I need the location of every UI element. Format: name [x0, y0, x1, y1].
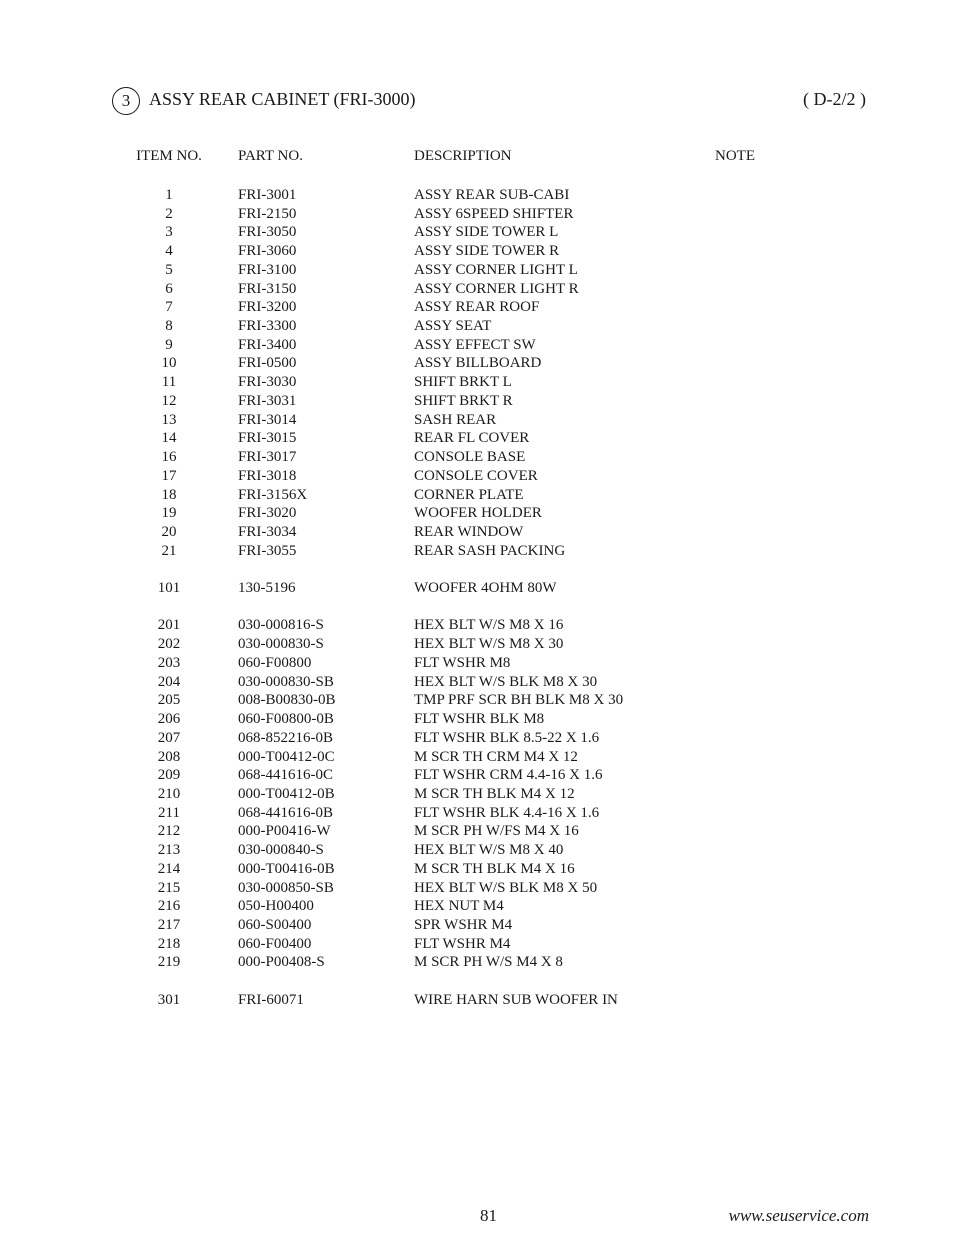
part-description: ASSY SIDE TOWER L	[414, 224, 559, 241]
item-number: 1	[165, 187, 173, 203]
part-number: FRI-3156X	[238, 486, 308, 503]
item-number: 206	[157, 711, 181, 728]
table-row	[0, 616, 954, 635]
item-number: 7	[165, 299, 173, 316]
part-number: 008-B00830-0B	[238, 692, 336, 709]
table-row	[0, 205, 954, 224]
item-number: 17	[161, 467, 177, 484]
item-number: 19	[161, 505, 177, 522]
part-description: HEX BLT W/S BLK M8 X 30	[414, 673, 598, 690]
part-number: FRI-3055	[238, 542, 297, 559]
item-number: 219	[157, 954, 181, 971]
part-description: FLT WSHR CRM 4.4-16 X 1.6	[414, 767, 603, 784]
item-number: 4	[165, 243, 173, 260]
part-description: ASSY 6SPEED SHIFTER	[414, 205, 574, 222]
group-spacer	[0, 598, 954, 617]
part-number: 030-000850-SB	[238, 879, 334, 896]
table-row	[0, 879, 954, 898]
part-description: M SCR PH W/S M4 X 8	[414, 954, 563, 971]
item-number: 101	[157, 580, 181, 597]
part-number: 050-H00400	[238, 898, 314, 915]
table-row	[0, 261, 954, 280]
table-row	[0, 635, 954, 654]
table-row	[0, 729, 954, 748]
part-description: ASSY SEAT	[414, 318, 492, 335]
section-title: ASSY REAR CABINET (FRI-3000)	[149, 89, 416, 109]
table-row	[0, 448, 954, 467]
item-number: 3	[165, 224, 173, 241]
part-number: FRI-3001	[238, 187, 297, 203]
part-description: ASSY REAR ROOF	[414, 299, 540, 316]
part-number: FRI-3060	[238, 243, 297, 260]
part-number: FRI-3034	[238, 523, 297, 540]
part-description: SHIFT BRKT R	[414, 392, 513, 409]
item-number: 5	[165, 261, 173, 278]
part-description: FLT WSHR M4	[414, 935, 511, 952]
part-number: FRI-3050	[238, 224, 297, 241]
table-row	[0, 804, 954, 823]
part-number: FRI-3031	[238, 392, 297, 409]
table-row	[0, 841, 954, 860]
part-number: 068-852216-0B	[238, 729, 333, 746]
part-number: 030-000830-SB	[238, 673, 334, 690]
part-description: SHIFT BRKT L	[414, 374, 512, 391]
part-description: CORNER PLATE	[414, 486, 524, 503]
item-number: 11	[161, 374, 177, 391]
part-number: 060-S00400	[238, 916, 312, 933]
item-number: 18	[161, 486, 177, 503]
part-description: HEX BLT W/S M8 X 16	[414, 617, 564, 634]
table-row	[0, 916, 954, 935]
table-row	[0, 766, 954, 785]
item-number: 214	[157, 860, 181, 877]
part-description: TMP PRF SCR BH BLK M8 X 30	[414, 692, 624, 709]
table-row	[0, 373, 954, 392]
part-description: FLT WSHR BLK 8.5-22 X 1.6	[414, 729, 600, 746]
part-number: FRI-3400	[238, 336, 297, 353]
table-row	[0, 280, 954, 299]
part-number: 060-F00400	[238, 935, 312, 952]
part-description: ASSY CORNER LIGHT R	[414, 280, 579, 297]
part-number: FRI-3030	[238, 374, 297, 391]
part-description: SPR WSHR M4	[414, 916, 513, 933]
part-number: FRI-3014	[238, 411, 297, 428]
part-description: WOOFER 4OHM 80W	[414, 580, 557, 597]
item-number: 21	[161, 542, 177, 559]
part-description: ASSY EFFECT SW	[414, 336, 536, 353]
part-description: FLT WSHR BLK M8	[414, 711, 545, 728]
part-description: HEX NUT M4	[414, 898, 504, 915]
table-row	[0, 822, 954, 841]
part-description: M SCR TH BLK M4 X 12	[414, 785, 575, 802]
table-row	[0, 935, 954, 954]
item-number: 8	[165, 318, 173, 335]
table-row	[0, 429, 954, 448]
item-number: 6	[165, 280, 173, 297]
part-number: FRI-3100	[238, 261, 297, 278]
page-number: 81	[480, 1206, 497, 1225]
part-description: SASH REAR	[414, 411, 497, 428]
part-description: ASSY BILLBOARD	[414, 355, 542, 372]
part-description: CONSOLE COVER	[414, 467, 538, 484]
table-row	[0, 354, 954, 373]
part-description: REAR WINDOW	[414, 523, 524, 540]
column-header-item: ITEM NO.	[136, 148, 202, 164]
part-description: M SCR TH CRM M4 X 12	[414, 748, 578, 765]
item-number: 203	[157, 654, 181, 671]
table-row	[0, 897, 954, 916]
item-number: 2	[165, 205, 173, 222]
table-row	[0, 579, 954, 598]
part-number: FRI-60071	[238, 991, 304, 1008]
item-number: 204	[157, 673, 181, 690]
item-number: 14	[161, 430, 177, 447]
part-number: 130-5196	[238, 580, 296, 597]
item-number: 205	[157, 692, 181, 709]
item-number: 13	[161, 411, 177, 428]
item-number: 210	[157, 785, 181, 802]
part-number: 000-P00416-W	[238, 823, 331, 840]
part-number: 030-000816-S	[238, 617, 324, 634]
part-description: M SCR PH W/FS M4 X 16	[414, 823, 579, 840]
part-description: FLT WSHR BLK 4.4-16 X 1.6	[414, 804, 600, 821]
part-number: 060-F00800	[238, 654, 312, 671]
part-description: ASSY SIDE TOWER R	[414, 243, 560, 260]
column-header-note: NOTE	[715, 148, 755, 164]
part-description: HEX BLT W/S M8 X 40	[414, 842, 564, 859]
item-number: 212	[157, 823, 181, 840]
table-row	[0, 242, 954, 261]
table-row	[0, 991, 954, 1010]
table-row	[0, 710, 954, 729]
table-row	[0, 860, 954, 879]
table-row	[0, 542, 954, 561]
part-number: FRI-3300	[238, 318, 297, 335]
item-number: 10	[161, 355, 177, 372]
item-number: 9	[165, 336, 173, 353]
table-row	[0, 392, 954, 411]
table-row	[0, 673, 954, 692]
page-reference: ( D-2/2 )	[803, 89, 866, 109]
part-description: CONSOLE BASE	[414, 449, 526, 466]
table-row	[0, 186, 954, 205]
table-row	[0, 504, 954, 523]
part-number: FRI-3200	[238, 299, 297, 316]
section-number-badge: 3	[112, 87, 140, 115]
item-number: 301	[157, 991, 181, 1008]
item-number: 211	[158, 804, 180, 821]
part-number: FRI-3150	[238, 280, 297, 297]
part-description: REAR FL COVER	[414, 430, 530, 447]
item-number: 12	[161, 392, 177, 409]
item-number: 215	[157, 879, 181, 896]
table-row	[0, 691, 954, 710]
table-row	[0, 654, 954, 673]
table-row	[0, 953, 954, 972]
website-footer: www.seuservice.com	[728, 1206, 869, 1225]
part-description: WOOFER HOLDER	[414, 505, 542, 522]
table-row	[0, 336, 954, 355]
column-header-part: PART NO.	[238, 148, 303, 164]
item-number: 209	[157, 767, 181, 784]
item-number: 217	[157, 916, 181, 933]
part-number: 068-441616-0C	[238, 767, 333, 784]
part-number: 000-T00412-0B	[238, 785, 335, 802]
part-description: REAR SASH PACKING	[414, 542, 566, 559]
item-number: 201	[157, 617, 181, 634]
part-description: ASSY CORNER LIGHT L	[414, 261, 578, 278]
table-row	[0, 317, 954, 336]
part-number: 000-T00416-0B	[238, 860, 335, 877]
table-row	[0, 467, 954, 486]
item-number: 207	[157, 729, 181, 746]
part-description: ASSY REAR SUB-CABI	[414, 187, 570, 203]
group-spacer	[0, 972, 954, 991]
table-row	[0, 223, 954, 242]
parts-list	[0, 186, 954, 1010]
part-number: 060-F00800-0B	[238, 711, 334, 728]
table-row	[0, 486, 954, 505]
item-number: 16	[161, 449, 177, 466]
part-number: FRI-3018	[238, 467, 297, 484]
part-number: 030-000840-S	[238, 842, 324, 859]
part-description: FLT WSHR M8	[414, 654, 511, 671]
section-header	[112, 86, 872, 116]
item-number: 216	[157, 898, 181, 915]
part-number: 000-T00412-0C	[238, 748, 335, 765]
part-number: 030-000830-S	[238, 636, 324, 653]
part-number: FRI-3015	[238, 430, 297, 447]
table-row	[0, 785, 954, 804]
part-number: 000-P00408-S	[238, 954, 325, 971]
item-number: 208	[157, 748, 181, 765]
item-number: 218	[157, 935, 181, 952]
item-number: 202	[157, 636, 181, 653]
table-row	[0, 748, 954, 767]
part-description: WIRE HARN SUB WOOFER IN	[414, 991, 618, 1008]
part-number: FRI-3020	[238, 505, 297, 522]
item-number: 20	[161, 523, 177, 540]
part-number: FRI-0500	[238, 355, 297, 372]
item-number: 213	[157, 842, 181, 859]
group-spacer	[0, 560, 954, 579]
part-description: HEX BLT W/S BLK M8 X 50	[414, 879, 598, 896]
part-description: M SCR TH BLK M4 X 16	[414, 860, 575, 877]
table-row	[0, 411, 954, 430]
table-row	[0, 298, 954, 317]
part-description: HEX BLT W/S M8 X 30	[414, 636, 564, 653]
part-number: FRI-3017	[238, 449, 297, 466]
column-header-description: DESCRIPTION	[414, 148, 512, 164]
part-number: FRI-2150	[238, 205, 297, 222]
part-number: 068-441616-0B	[238, 804, 333, 821]
table-row	[0, 523, 954, 542]
